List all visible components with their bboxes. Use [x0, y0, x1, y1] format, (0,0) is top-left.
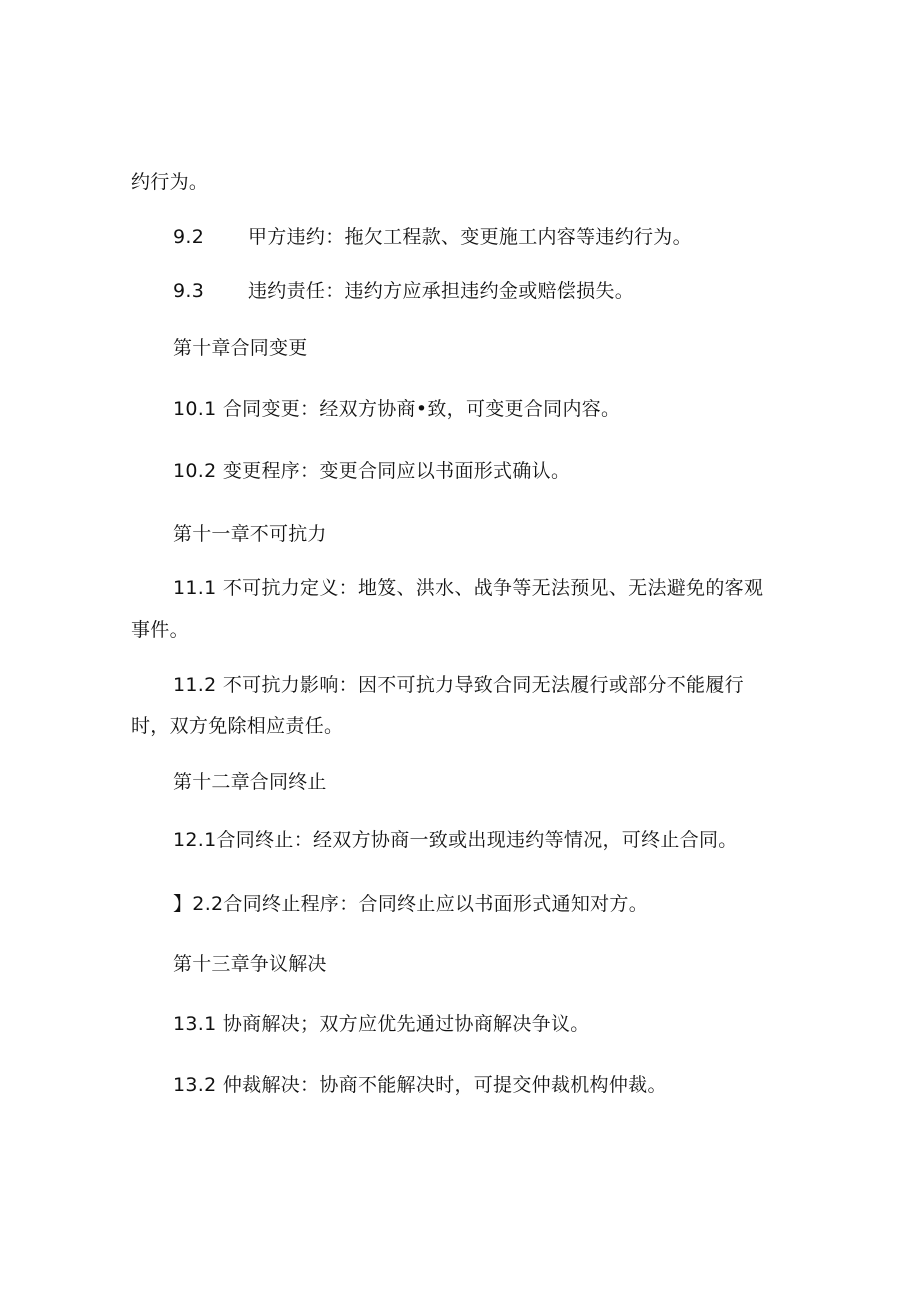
clause-9-2 [173, 225, 692, 249]
clause-10-2: 10.2 变更程序：变更合同应以书面形式确认。 [173, 460, 571, 482]
chapter-11-heading: 第十一章不可抗力 [173, 523, 327, 545]
clause-11-2-line2: 时，双方免除相应责任。 [131, 715, 344, 737]
clause-number: 9.3 [173, 280, 205, 302]
chapter-10-heading: 第十章合同变更 [173, 337, 308, 359]
clause-11-1-line2: 事件。 [131, 619, 189, 641]
clause-text: 违约责任：违约方应承担违约金或赔偿损失。 [248, 280, 635, 302]
chapter-12-heading: 第十二章合同终止 [173, 771, 327, 793]
clause-10-1: 10.1 合同变更：经双方协商•致，可变更合同内容。 [173, 398, 621, 420]
clause-13-2: 13.2 仲裁解决：协商不能解决时，可提交仲裁机构仲裁。 [173, 1074, 667, 1096]
clause-12-2: 】2.2合同终止程序：合同终止应以书面形式通知对方。 [173, 893, 649, 915]
clause-11-1-line1: 11.1 不可抗力定义：地笈、洪水、战争等无法预见、无法避免的客观 [173, 577, 764, 599]
chapter-13-heading: 第十三章争议解决 [173, 953, 327, 975]
clause-11-2-line1: 11.2 不可抗力影响：因不可抗力导致合同无法履行或部分不能履行 [173, 674, 744, 696]
continuation-line: 约行为。 [131, 171, 209, 193]
clause-text: 甲方违约：拖欠工程款、变更施工内容等违约行为。 [248, 226, 692, 248]
clause-13-1: 13.1 协商解决；双方应优先通过协商解决争议。 [173, 1013, 590, 1035]
clause-number: 9.2 [173, 226, 205, 248]
clause-9-3 [173, 279, 634, 303]
clause-12-1: 12.1合同终止：经双方协商一致或出现违约等情况，可终止合同。 [173, 829, 738, 851]
